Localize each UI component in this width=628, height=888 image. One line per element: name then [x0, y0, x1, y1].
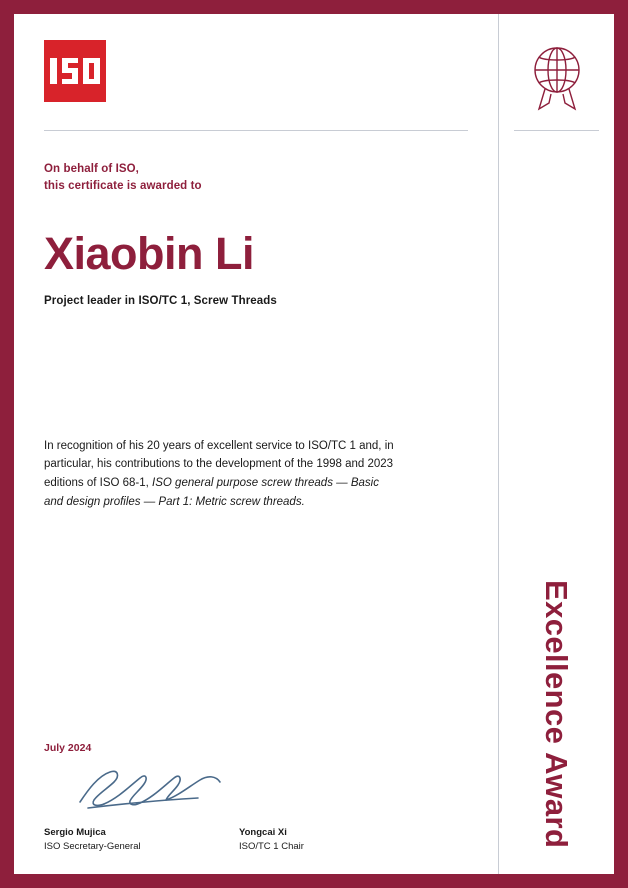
header-divider — [44, 130, 468, 131]
recipient-name: Xiaobin Li — [44, 227, 255, 279]
citation-text — [44, 437, 399, 512]
certificate-award-column — [498, 14, 614, 874]
citation-plain: In recognition of his 20 years of excellent service to ISO/TC 1 and, in particular, his contributions to the development of the 1998 and 2023 editions of ISO 68-1, — [44, 439, 394, 489]
signers-row — [44, 826, 468, 854]
certificate-main-column — [14, 14, 498, 874]
signature-graphic — [44, 760, 468, 826]
awarded-to-line-2: this certificate is awarded to — [44, 180, 202, 193]
signer-1-name: Sergio Mujica — [44, 827, 106, 839]
awarded-to-block — [44, 161, 468, 196]
awarded-to-line-1: On behalf of ISO, — [44, 163, 139, 175]
recipient-role: Project leader in ISO/TC 1, Screw Threads — [44, 294, 277, 307]
issue-date: July 2024 — [44, 742, 92, 755]
signer-2 — [239, 826, 434, 854]
signer-2-title: ISO/TC 1 Chair — [239, 841, 304, 853]
signer-1 — [44, 826, 239, 854]
certificate-inner-panel — [14, 14, 614, 874]
signer-1-title: ISO Secretary-General — [44, 841, 141, 853]
citation-italic: ISO general purpose screw threads — Basic and design profiles — Part 1: Metric screw threads. — [44, 477, 379, 508]
logo-row — [44, 40, 468, 114]
award-label-wrap — [499, 131, 614, 874]
signer-2-name: Yongcai Xi — [239, 827, 287, 839]
iso-logo — [44, 40, 106, 102]
layout-spacer — [44, 511, 468, 742]
globe-award-ribbon-icon — [525, 40, 589, 112]
award-label: Excellence Award — [539, 579, 574, 848]
globe-icon-wrap — [499, 40, 614, 114]
